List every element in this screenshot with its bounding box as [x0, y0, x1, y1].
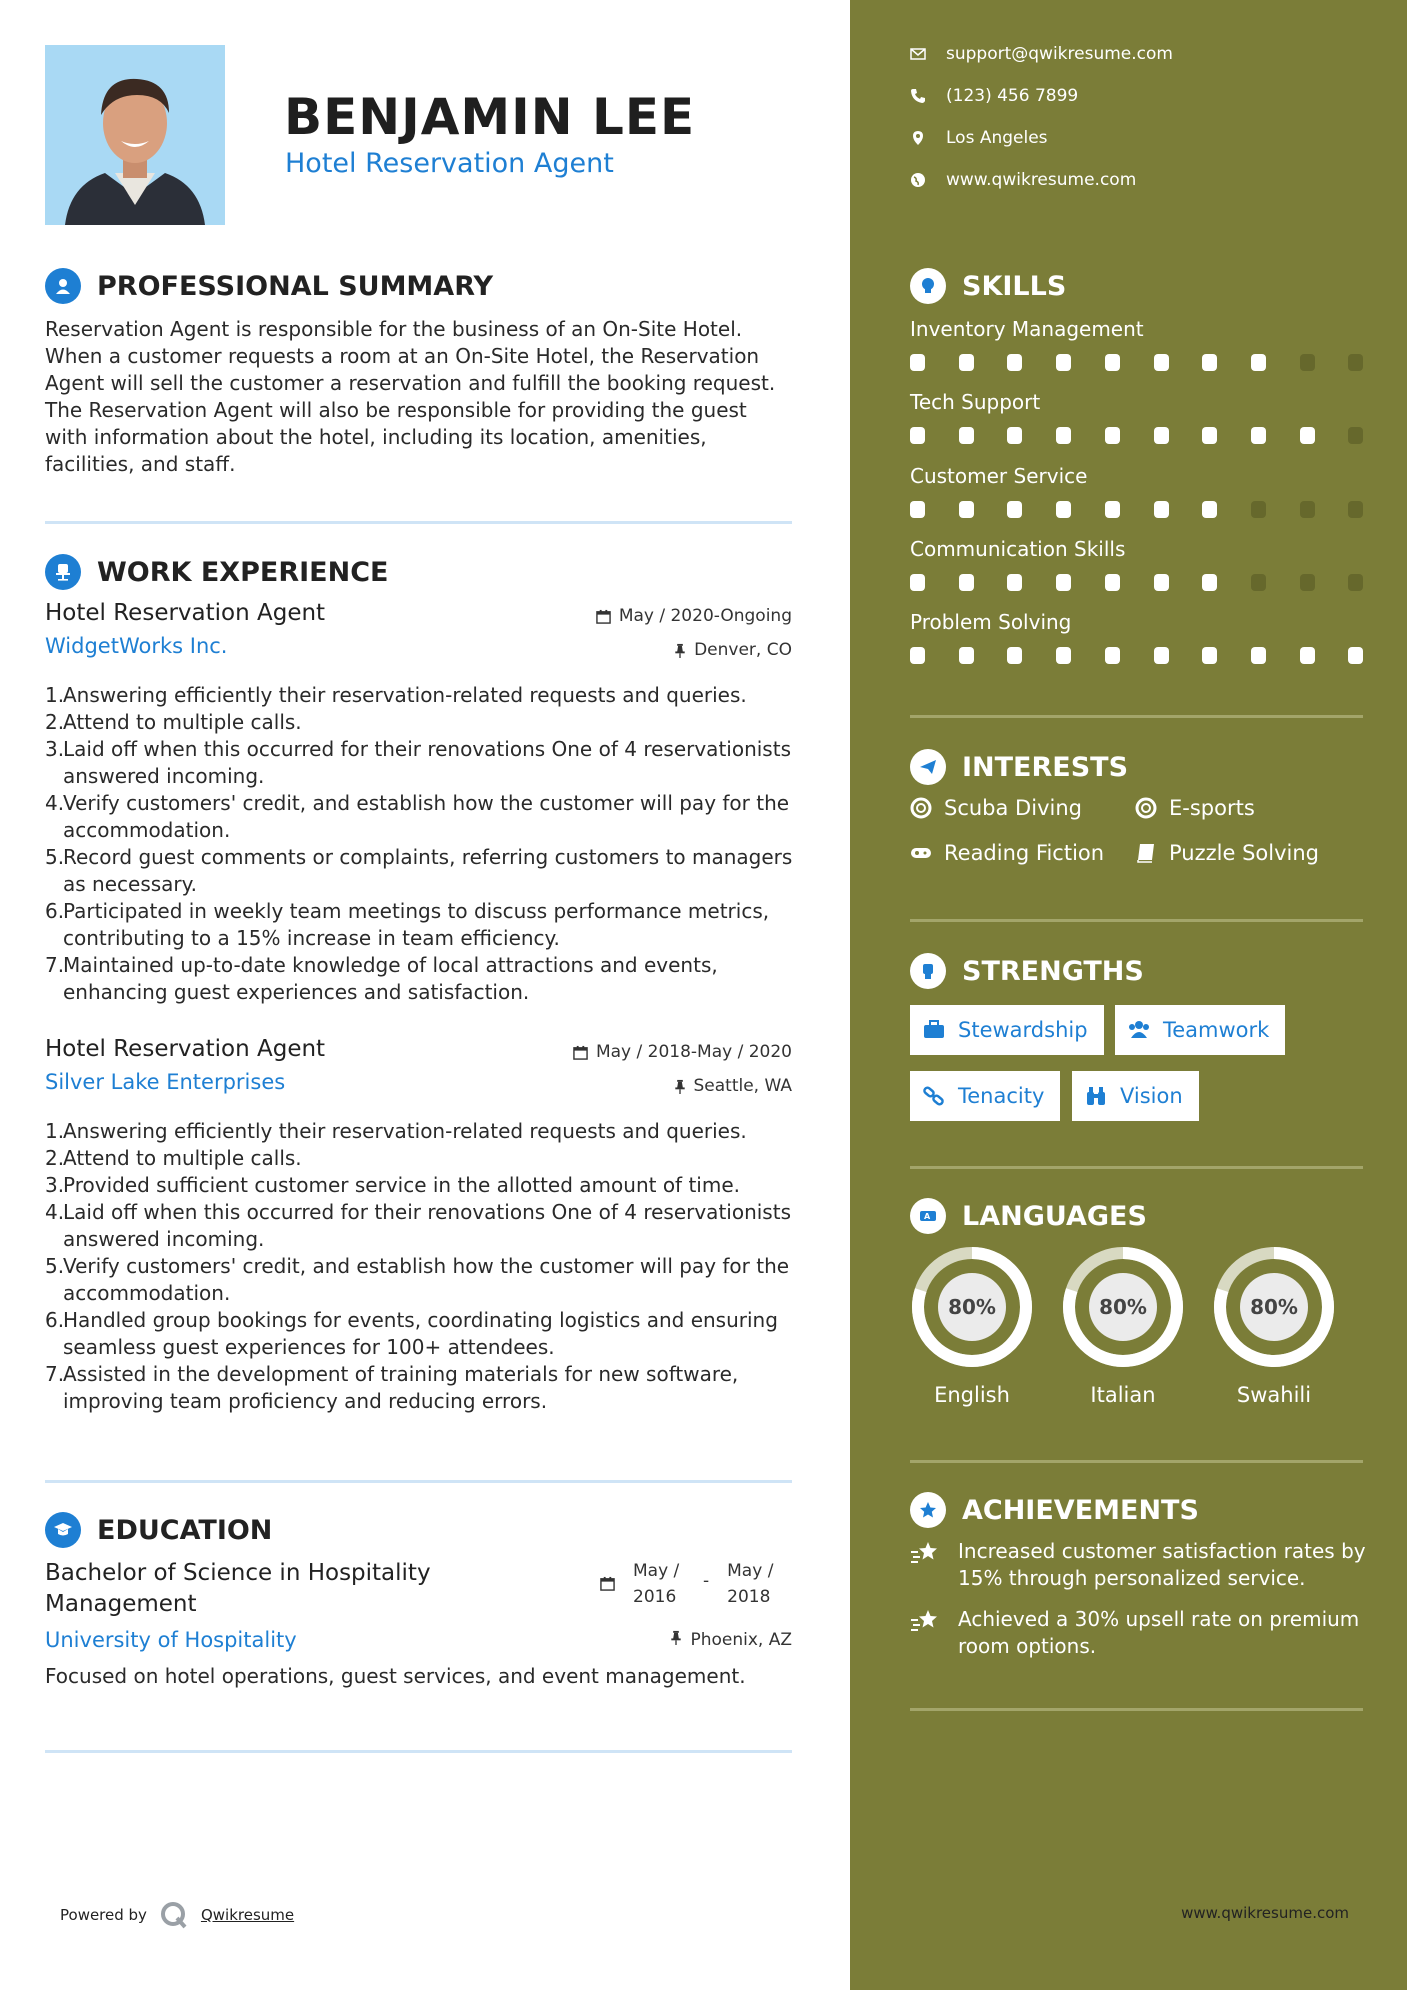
achievement-text: Achieved a 30% upsell rate on premium room options.: [958, 1607, 1360, 1658]
skill-rating: [910, 647, 1370, 665]
experience-title: WORK EXPERIENCE: [97, 556, 389, 588]
job-location: [674, 1076, 793, 1096]
interest-label: Scuba Diving: [944, 796, 1082, 820]
skill-dot: [1251, 647, 1266, 664]
list-item: 2. Attend to multiple calls.: [45, 1146, 302, 1170]
skill-name: Tech Support: [910, 390, 1041, 414]
skill-dot: [1056, 501, 1071, 518]
skill-dot: [1348, 427, 1363, 444]
profile-photo: [45, 45, 225, 225]
achievements-title: ACHIEVEMENTS: [962, 1494, 1199, 1526]
summary-title: PROFESSIONAL SUMMARY: [97, 270, 494, 302]
skill-dot: [1056, 354, 1071, 371]
skill-dot: [1251, 501, 1266, 518]
calendar-icon: [600, 1576, 615, 1591]
list-item: 3. Laid off when this occurred for their renovations One of 4 reservationists answered incoming.: [45, 737, 791, 788]
education-title: EDUCATION: [97, 1514, 273, 1546]
education-dates: May / 2016 - May / 2018: [600, 1558, 779, 1610]
achievements-heading: [910, 1492, 1199, 1528]
list-item: 5. Verify customers' credit, and establish how the customer will pay for the accommodation.: [45, 1254, 790, 1305]
contact-location: [910, 128, 1048, 148]
language-item: [1061, 1245, 1185, 1407]
list-item: 4. Verify customers' credit, and establish how the customer will pay for the accommodation.: [45, 791, 790, 842]
strength-label: Tenacity: [958, 1084, 1045, 1108]
education-end: May / 2018: [727, 1561, 774, 1607]
languages-title: LANGUAGES: [962, 1200, 1147, 1232]
skill-dot: [1007, 647, 1022, 664]
achievement-item: [910, 1606, 1370, 1660]
life-ring-icon: [910, 797, 932, 819]
degree-title: Bachelor of Science in Hospitality Management: [45, 1560, 431, 1617]
strength-badge: [910, 1071, 1060, 1121]
skill-rating: [910, 574, 1370, 592]
job-location-text: Denver, CO: [694, 640, 792, 660]
location-text: Los Angeles: [946, 128, 1048, 148]
job-company: Silver Lake Enterprises: [45, 1070, 286, 1094]
divider: [45, 1480, 792, 1483]
skill-name: Communication Skills: [910, 537, 1126, 561]
language-icon: [910, 1198, 946, 1234]
list-item: 1. Answering efficiently their reservation-related requests and queries.: [45, 683, 747, 707]
education-heading: [45, 1512, 272, 1548]
skills-heading: [910, 268, 1066, 304]
powered-by: [60, 1900, 294, 1930]
footer-url[interactable]: www.qwikresume.com: [1181, 1904, 1349, 1922]
skill-dot: [910, 427, 925, 444]
job-bullets: [45, 1118, 805, 1415]
interest-label: E-sports: [1169, 796, 1255, 820]
interest-item: [910, 841, 1104, 865]
list-item: 3. Provided sufficient customer service in the allotted amount of time.: [45, 1173, 740, 1197]
shooting-star-icon: [910, 1606, 940, 1636]
achievement-item: [910, 1538, 1370, 1592]
skill-dot: [1105, 427, 1120, 444]
skill-dot: [1300, 501, 1315, 518]
achievement-text: Increased customer satisfaction rates by 15% through personalized service.: [958, 1539, 1366, 1590]
star-icon: [910, 1492, 946, 1528]
divider: [45, 1750, 792, 1753]
contact-phone[interactable]: [910, 86, 1078, 106]
skill-dot: [959, 501, 974, 518]
pin-icon: [674, 1079, 686, 1094]
divider: [910, 715, 1363, 718]
skill-dot: [1348, 647, 1363, 664]
fist-icon: [910, 953, 946, 989]
briefcase-icon: [922, 1018, 946, 1042]
skill-dot: [910, 574, 925, 591]
shooting-star-icon: [910, 1538, 940, 1568]
job-title: Hotel Reservation Agent: [45, 1036, 326, 1062]
skill-dot: [1202, 574, 1217, 591]
skill-dot: [959, 574, 974, 591]
skill-dot: [1007, 574, 1022, 591]
education-description: Focused on hotel operations, guest services, and event management.: [45, 1664, 746, 1688]
experience-heading: [45, 554, 388, 590]
interest-label: Reading Fiction: [944, 841, 1105, 865]
skill-dot: [1056, 427, 1071, 444]
calendar-icon: [573, 1045, 588, 1060]
user-icon: [45, 268, 81, 304]
interests-title: INTERESTS: [962, 751, 1129, 783]
skill-dot: [1056, 574, 1071, 591]
language-percent: 80%: [1099, 1295, 1147, 1319]
skill-dot: [910, 354, 925, 371]
interest-item: [1135, 796, 1255, 820]
school-name: University of Hospitality: [45, 1628, 297, 1652]
skill-dot: [959, 647, 974, 664]
skills-title: SKILLS: [962, 270, 1067, 302]
skill-dot: [1202, 427, 1217, 444]
skill-name: Inventory Management: [910, 317, 1144, 341]
powered-by-label: Powered by: [60, 1906, 147, 1924]
qwikresume-link[interactable]: Qwikresume: [200, 1906, 295, 1924]
skill-dot: [1007, 427, 1022, 444]
skill-dot: [1154, 501, 1169, 518]
strength-label: Teamwork: [1163, 1018, 1270, 1042]
strength-label: Stewardship: [958, 1018, 1088, 1042]
skill-dot: [1300, 574, 1315, 591]
language-progress-ring: [1212, 1245, 1336, 1369]
job-dates: [573, 1042, 792, 1062]
phone-text: (123) 456 7899: [946, 86, 1079, 106]
lightbulb-icon: [910, 268, 946, 304]
list-item: 4. Laid off when this occurred for their renovations One of 4 reservationists answered incoming.: [45, 1200, 791, 1251]
language-item: [910, 1245, 1034, 1407]
language-name: Swahili: [1236, 1383, 1312, 1407]
globe-icon: [910, 172, 926, 188]
skill-rating: [910, 354, 1370, 372]
website-text: www.qwikresume.com: [946, 170, 1137, 190]
candidate-name: BENJAMIN LEE: [284, 88, 696, 146]
interest-item: [910, 796, 1082, 820]
skill-dot: [1105, 574, 1120, 591]
contact-website[interactable]: [910, 170, 1136, 190]
job-dates: [596, 606, 792, 626]
language-name: Italian: [1090, 1383, 1156, 1407]
language-progress-ring: [1061, 1245, 1185, 1369]
email-text: support@qwikresume.com: [946, 44, 1173, 64]
job-entry: [45, 1036, 792, 1413]
strength-badge: [1115, 1005, 1285, 1055]
list-item: 6. Handled group bookings for events, coordinating logistics and ensuring seamless guest experiences for 100+ attendees.: [45, 1308, 778, 1359]
candidate-role: Hotel Reservation Agent: [285, 148, 614, 179]
skill-dot: [1056, 647, 1071, 664]
skill-dot: [910, 647, 925, 664]
skill-dot: [1154, 354, 1169, 371]
skill-name: Problem Solving: [910, 610, 1072, 634]
skill-dot: [1202, 501, 1217, 518]
link-icon: [922, 1084, 946, 1108]
summary-text: Reservation Agent is responsible for the business of an On-Site Hotel. When a customer requests a room at an On-Site Hotel, the Reservation Agent will sell the customer a reservation and fulfill the booking request. The Reservation Agent will also be responsible for providing the guest with information about the hotel, including its location, amenities, facilities, and staff.: [45, 317, 776, 476]
list-item: 5. Record guest comments or complaints, referring customers to managers as necessary.: [45, 845, 793, 896]
pin-icon: [674, 643, 686, 658]
job-title: Hotel Reservation Agent: [45, 600, 326, 626]
skill-dot: [959, 354, 974, 371]
skill-dot: [1105, 501, 1120, 518]
skill-dot: [1154, 647, 1169, 664]
education-location-text: Phoenix, AZ: [690, 1630, 792, 1650]
skill-dot: [1300, 427, 1315, 444]
summary-heading: [45, 268, 493, 304]
divider: [910, 1460, 1363, 1463]
gamepad-icon: [910, 842, 932, 864]
job-location: [674, 640, 792, 660]
skill-rating: [910, 427, 1370, 445]
job-dates-text: May / 2018-May / 2020: [595, 1042, 792, 1062]
language-percent: 80%: [948, 1295, 996, 1319]
skill-rating: [910, 501, 1370, 519]
languages-heading: [910, 1198, 1147, 1234]
language-progress-ring: [910, 1245, 1034, 1369]
education-location: [670, 1630, 792, 1650]
skill-dot: [1251, 574, 1266, 591]
envelope-icon: [910, 46, 926, 62]
contact-email[interactable]: [910, 44, 1173, 64]
job-dates-text: May / 2020-Ongoing: [618, 606, 792, 626]
interest-item: [1135, 841, 1319, 865]
skill-dot: [1348, 574, 1363, 591]
skill-dot: [1007, 501, 1022, 518]
skill-dot: [1300, 354, 1315, 371]
job-entry: [45, 600, 793, 1004]
divider: [910, 919, 1363, 922]
skill-dot: [1154, 574, 1169, 591]
education-start: May / 2016: [633, 1561, 680, 1607]
skill-dot: [910, 501, 925, 518]
interest-label: Puzzle Solving: [1169, 841, 1319, 865]
skill-dot: [1105, 354, 1120, 371]
skill-dot: [1202, 354, 1217, 371]
list-item: 7. Maintained up-to-date knowledge of local attractions and events, enhancing guest experiences and satisfaction.: [45, 953, 718, 1004]
qwikresume-logo-icon: [159, 1900, 189, 1930]
strength-badge: [910, 1005, 1104, 1055]
strengths-title: STRENGTHS: [962, 955, 1144, 987]
users-icon: [1127, 1018, 1151, 1042]
language-percent: 80%: [1250, 1295, 1298, 1319]
skill-dot: [1105, 647, 1120, 664]
interests-heading: [910, 749, 1128, 785]
skill-dot: [1348, 501, 1363, 518]
paper-plane-icon: [910, 749, 946, 785]
language-item: [1212, 1245, 1336, 1407]
life-ring-icon: [1135, 797, 1157, 819]
skill-dot: [1251, 354, 1266, 371]
job-bullets: [45, 682, 805, 1006]
skill-dot: [1251, 427, 1266, 444]
phone-icon: [910, 88, 926, 104]
calendar-icon: [596, 609, 611, 624]
book-icon: [1135, 842, 1157, 864]
divider: [45, 521, 792, 524]
list-item: 2. Attend to multiple calls.: [45, 710, 302, 734]
list-item: 1. Answering efficiently their reservation-related requests and queries.: [45, 1119, 747, 1143]
skill-dot: [1300, 647, 1315, 664]
map-marker-icon: [910, 130, 926, 146]
list-item: 7. Assisted in the development of training materials for new software, improving team proficiency and reducing errors.: [45, 1362, 739, 1413]
sidebar: [850, 0, 1407, 1990]
strength-badge: [1072, 1071, 1199, 1121]
strength-label: Vision: [1120, 1084, 1183, 1108]
pin-icon: [670, 1630, 682, 1645]
skill-dot: [1007, 354, 1022, 371]
divider: [910, 1708, 1363, 1711]
skill-dot: [1202, 647, 1217, 664]
skill-dot: [959, 427, 974, 444]
binoculars-icon: [1084, 1084, 1108, 1108]
language-name: English: [934, 1383, 1010, 1407]
strengths-heading: [910, 953, 1144, 989]
skill-name: Customer Service: [910, 464, 1088, 488]
chair-icon: [45, 554, 81, 590]
list-item: 6. Participated in weekly team meetings to discuss performance metrics, contributing to a 15% increase in team efficiency.: [45, 899, 770, 950]
skill-dot: [1348, 354, 1363, 371]
divider: [910, 1166, 1363, 1169]
svg-text:A: A: [924, 1212, 931, 1221]
graduation-cap-icon: [45, 1512, 81, 1548]
skill-dot: [1154, 427, 1169, 444]
job-company: WidgetWorks Inc.: [45, 634, 228, 658]
job-location-text: Seattle, WA: [693, 1076, 792, 1096]
